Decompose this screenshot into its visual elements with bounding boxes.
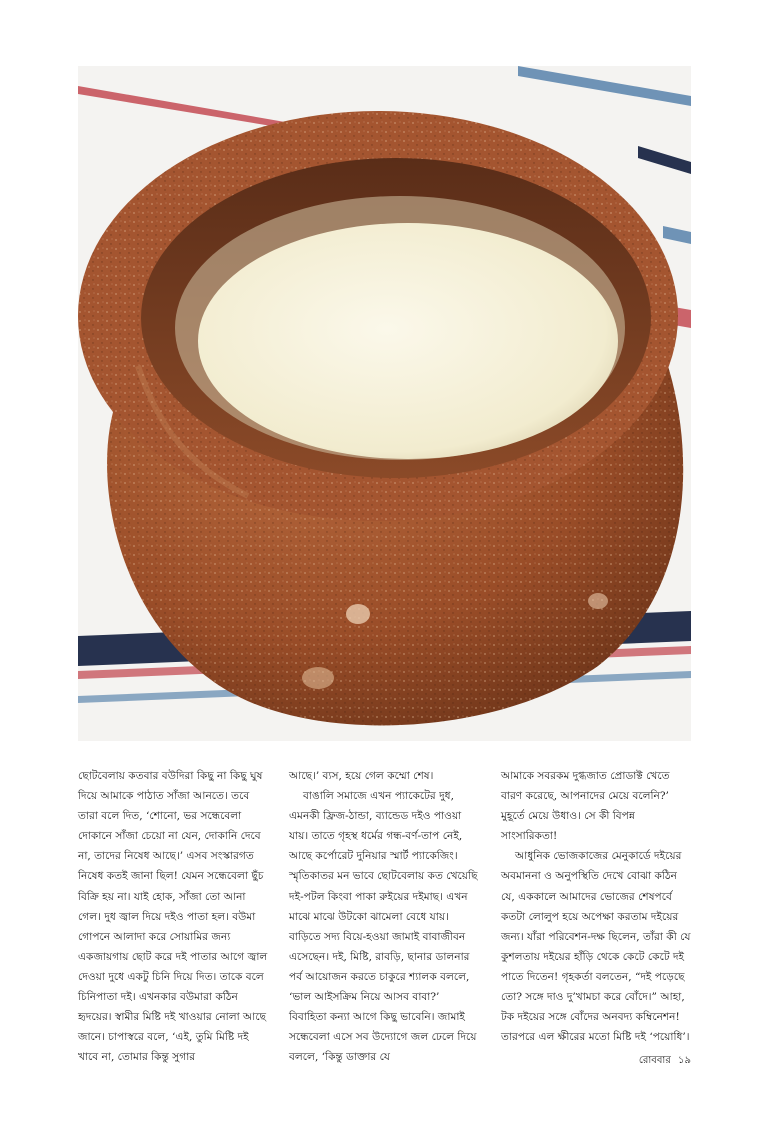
paragraph: আছে।’ ব্যস, হয়ে গেল কম্মো শেষ।	[289, 770, 434, 782]
paragraph: ছোটবেলায় কতবার বউদিরা কিছু না কিছু ঘুষ দিয়ে আমাকে পাঠাত সাঁজা আনতে। তবে তারা বলে দিত, ‘শোনো, ভর সন্ধেবেলা দোকানে সাঁজা চেয়ো না যেন, দোকানি দেবে না, তাদের নিষেধ আছে।’ এসব সংস্কারগত নিষেধ কতই জানা ছিল! যেমন সন্ধেবেলা ছুঁচ বিক্রি হয় না। যাই হোক, সাঁজা তো আনা গেল। দুধ জ্বাল দিয়ে দইও পাতা হল। বউমা গোপনে আলাদা করে সোয়ামির জন্য একজায়গায় ছোট করে দই পাতার আগে জ্বাল দেওয়া দুধে একটু চিনি দিয়ে দিত। তাকে বলে চিনিপাতা দই। এখনকার বউমারা কঠিন হৃদয়ের। স্বামীর মিষ্টি দই খাওয়ার নোলা আছে জানে। চাপাস্বরে বলে, ‘এই, তুমি মিষ্টি দই খাবে না, তোমার কিন্তু সুগার	[78, 770, 268, 1064]
curd-pot-photo	[78, 66, 691, 741]
clay-pot	[78, 111, 683, 725]
paragraph: আধুনিক ভোজকাজের মেনুকার্ডে দইয়ের অবমাননা ও অনুপস্থিতি দেখে বোঝা কঠিন যে, এককালে আমাদের ভোজের শেষপর্বে কতটা লোলুপ হয়ে অপেক্ষা করতাম দইয়ের জন্য। যাঁরা পরিবেশন-দক্ষ ছিলেন, তাঁরা কী যে কুশলতায় দইয়ের হাঁড়ি থেকে কেটে কেটে দই পাতে দিতেন! গৃহকর্তা বলতেন, “দই পড়েছে তো? সঙ্গে দাও দু’খামচা করে বোঁদে।” আহা, টক দইয়ের সঙ্গে বোঁদের অনবদ্য কম্বিনেশন! তারপরে এল ক্ষীরের মতো মিষ্টি দই ‘পয়োধি’।	[501, 850, 691, 1044]
text-column-2	[289, 766, 479, 1067]
page-number: ১৯	[678, 1055, 691, 1066]
page-footer	[635, 1053, 691, 1070]
text-column-3	[501, 766, 691, 1047]
curd-surface	[198, 223, 618, 459]
magazine-name: রোববার	[638, 1055, 671, 1066]
text-column-1	[78, 766, 268, 1067]
paragraph: আমাকে সবরকম দুগ্ধজাত প্রোডাক্ট খেতে বারণ করেছে, আপনাদের মেয়ে বলেনি?’ মুহূর্তে মেয়ে উধাও। সে কী বিপন্ন সাংসারিকতা!	[501, 770, 670, 843]
curd-pot-illustration	[78, 66, 691, 741]
paragraph: বাঙালি সমাজে এখন প্যাকেটের দুধ, এমনকী ফ্রিজ-ঠান্ডা, ব্যান্ডেড দইও পাওয়া যায়। তাতে গৃহস্থ ধর্মের গন্ধ-বর্ণ-তাপ নেই, আছে কর্পোরেট দুনিয়ার স্মার্ট প্যাকেজিং। স্মৃতিকাতর মন ভাবে ছোটবেলায় কত খেয়েছি দই-পটল কিংবা পাকা রুইয়ের দইমাছ। এখন মাঝে মাঝে উটকো ঝামেলা বেধে যায়। বাড়িতে সদ্য বিয়ে-হওয়া জামাই বাবাজীবন এসেছেন। দই, মিষ্টি, রাবড়ি, ছানার ডালনার পর্ব আয়োজন করতে চাকুরে শ্যালক বললে, ‘ভাল আইসক্রিম নিয়ে আসব বাবা?’ বিবাহিতা কন্যা আগে কিছু ভাবেনি। জামাই সন্ধেবেলা এসে সব উদ্যোগে জল ঢেলে দিয়ে বললে, ‘কিন্তু ডাক্তার যে	[289, 790, 478, 1064]
